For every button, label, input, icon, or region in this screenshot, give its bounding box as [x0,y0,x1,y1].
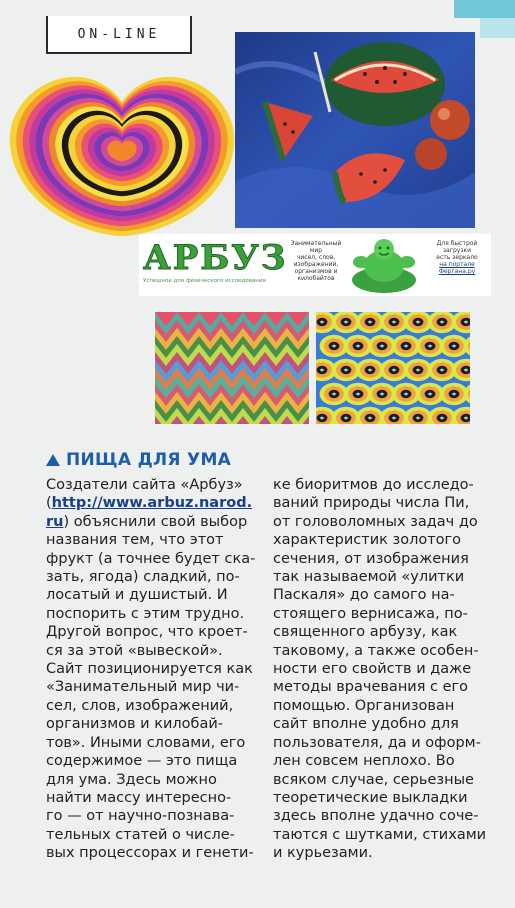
text-line: найти массу интересно- [46,789,232,806]
cell-blob [428,393,432,396]
text-line: тов». Иными словами, его [46,734,246,751]
banner-tagline: Успешное для физического исследования [143,278,266,284]
text-line: лосатый и душистый. И [46,587,228,604]
cell-blob [452,393,456,396]
text-line: ся за этой «вывеской». [46,642,223,659]
text-line: названия тем, что этот [46,532,224,549]
cell-blob [404,345,408,348]
cell-blob [392,417,396,420]
cell-blob [380,393,384,396]
text-line: таковому, а также особен- [273,642,479,659]
text-line: Сайт позиционируется как [46,661,253,678]
text-line: ке биоритмов до исследо- [273,477,474,493]
text-line: сечения, от изображения [273,550,469,567]
cell-blob [356,393,360,396]
cell-blob [332,393,336,396]
arbuz-site-banner [139,234,491,296]
article-title: ПИЩА ДЛЯ УМА [66,450,232,470]
cell-blob [416,321,420,324]
triangle-bullet-icon [46,454,60,466]
text-line: вых процессорах и генети- [46,845,254,862]
text-line: сайт вполне удобно для [273,716,459,733]
text-line: методы врачевания с его [273,679,469,696]
cell-blob [320,369,324,372]
mirror-domain-link[interactable]: Ферганa.ру [438,268,476,275]
corner-color-strip-light [480,18,515,38]
fractal-image-cells [316,312,470,424]
cell-blob [320,417,324,420]
text-line: так называемой «улитки [273,569,465,586]
text-line: (http://www.arbuz.narod. [46,495,253,512]
text-line: для ума. Здесь можно [46,771,217,788]
cell-blob [416,417,420,420]
text-line: ности его свойств и даже [273,661,472,678]
text-line: поспорить с этим трудно. [46,605,245,622]
text-line: стоящего вернисажа, по- [273,605,468,622]
buddha-figure-icon [347,236,421,294]
cell-blob [428,345,432,348]
text-line: фрукт (а точнее будет ска- [46,550,256,567]
cell-blob [440,369,444,372]
cell-blob [440,417,444,420]
cell-blob [344,369,348,372]
banner-description: Занимательный мир чисел, слов, изображений, организмов и килобайтов [290,240,342,282]
text-line: сел, слов, изображений, [46,697,234,714]
cell-blob [368,417,372,420]
cell-blob [464,417,468,420]
banner-mirror-note: Для быстрой загрузки есть зеркало на портале Ферганa.ру [427,240,487,275]
cell-blob [392,321,396,324]
cell-blob [392,369,396,372]
cell-blob [344,417,348,420]
text-line: от головоломных задач до [273,513,478,530]
cell-blob [368,321,372,324]
text-line: Другой вопрос, что кроет- [46,624,248,641]
cell-blob [416,369,420,372]
cell-blob [452,345,456,348]
text-line: пользователя, да и оформ- [273,734,481,751]
cell-blob [464,369,468,372]
corner-color-strip [454,0,515,18]
cell-blob [320,321,324,324]
site-url-link[interactable]: http://www.arbuz.narod. [51,495,253,512]
article-column-2 [273,476,487,863]
text-line: «Занимательный мир чи- [46,679,240,696]
text-line: го — от научно-познава- [46,808,235,825]
section-label: ON-LINE [77,26,161,42]
text-line: ваний природы числа Пи, [273,495,470,512]
text-line: Создатели сайта «Арбуз» [46,477,243,493]
heart-illustration [6,58,238,238]
section-tab [46,16,192,54]
text-line: теоретические выкладки [273,789,468,806]
text-line: зать, ягода) сладкий, по- [46,569,240,586]
text-line: таются с шутками, стихами [273,826,487,843]
text-line: содержимое — это пища [46,753,238,770]
text-line: Паскаля» до самого на- [273,587,455,604]
watermelon-painting [235,32,475,228]
cell-blob [332,345,336,348]
cell-blob [464,321,468,324]
text-line: священного арбузу, как [273,624,458,641]
article-heading [46,450,231,470]
cell-blob [368,369,372,372]
text-line: организмов и килобай- [46,716,223,733]
text-line: лен совсем неплохо. Во [273,753,455,770]
cell-blob [440,321,444,324]
site-url-link[interactable]: ru [46,513,64,530]
fractal-image-wave [155,312,309,424]
cell-blob [404,393,408,396]
text-line: тельных статей о числе- [46,826,235,843]
text-line: и курьезами. [273,845,373,862]
text-line: всяком случае, серьезные [273,771,474,788]
arbuz-logo: АРБУЗ [143,238,288,278]
text-line: ru) объяснили свой выбор [46,513,248,530]
text-line: характеристик золотого [273,532,462,549]
cell-blob [380,345,384,348]
text-line: здесь вполне удачно соче- [273,808,479,825]
text-line: помощью. Организован [273,697,455,714]
cell-blob [344,321,348,324]
mirror-link[interactable]: на портале [439,261,475,268]
article-column-1 [46,476,256,863]
cell-blob [356,345,360,348]
